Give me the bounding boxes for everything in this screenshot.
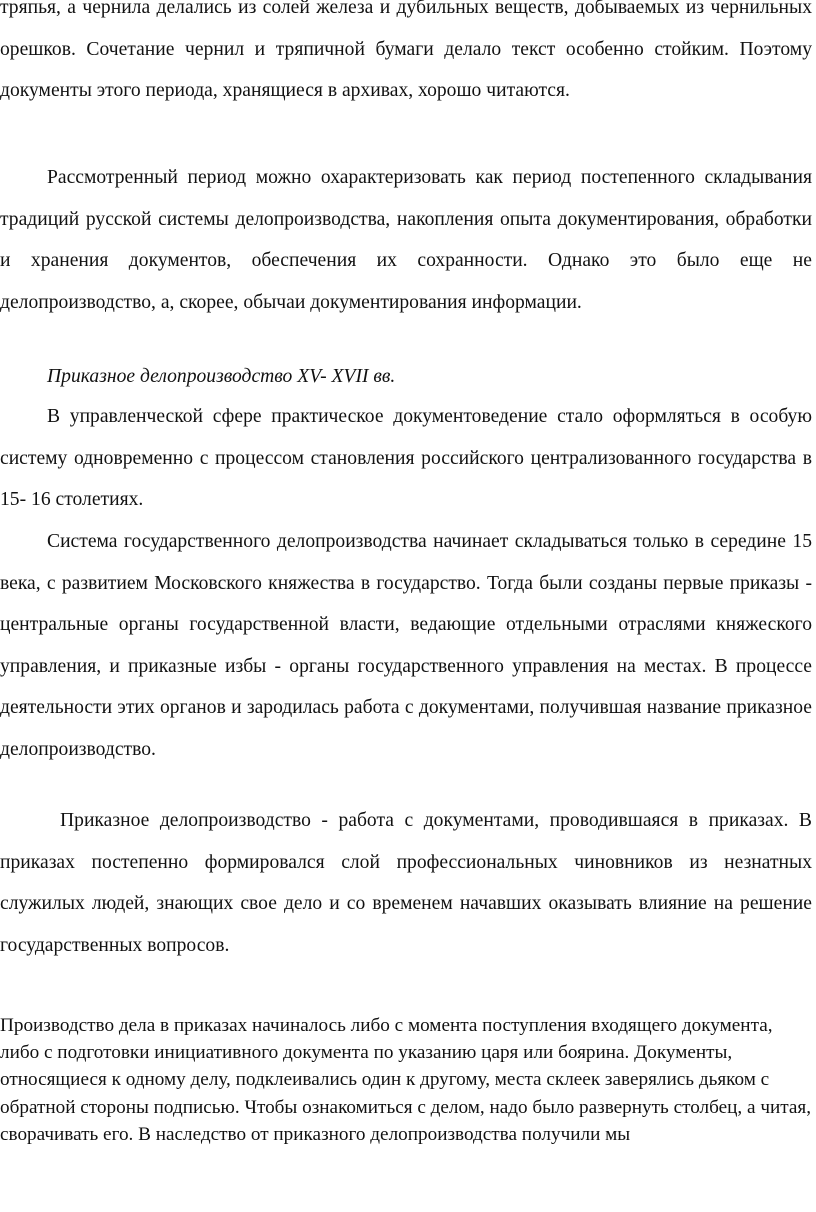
section-heading-prikaz-records: Приказное делопроизводство XV- XVII вв. bbox=[47, 366, 396, 387]
paragraph-management-sphere: В управленческой сфере практическое документоведение стало оформляться в особую систему одновременно с процессом становления российского централизованного государства в 15- 16 столетиях. bbox=[0, 406, 812, 511]
paragraph-ink-and-paper: тряпья, а чернила делались из солей железа и дубильных веществ, добываемых из чернильных орешков. Сочетание чернил и тряпичной бумаги делало текст особенно стойким. Поэтому документы этого периода, хранящиеся в архивах, хорошо читаются. bbox=[0, 0, 812, 102]
paragraph-prikaz-definition: Приказное делопроизводство - работа с документами, проводившаяся в приказах. В приказах постепенно формировался слой профессиональных чиновников из незнатных служилых людей, знающих свое дело и со временем начавших оказывать влияние на решение государственных вопросов. bbox=[0, 810, 812, 956]
paragraph-case-procedure: Производство дела в приказах начиналось либо с момента поступления входящего документа, либо с подготовки инициативного документа по указанию царя или боярина. Документы, относящиеся к одному делу, подклеивались один к другому, места склеек заверялись дьяком с обратной стороны подписью. Чтобы ознакомиться с делом, надо было развернуть столбец, а читая, сворачивать его. В наследство от приказного делопроизводства получили мы bbox=[0, 1015, 812, 1145]
paragraph-period-summary: Рассмотренный период можно охарактеризовать как период постепенного складывания традиций русской системы делопроизводства, накопления опыта документирования, обработки и хранения документов, обеспечения их сохранности. Однако это было еще не делопроизводство, а, скорее, обычаи документирования информации. bbox=[0, 167, 812, 313]
paragraph-state-records-system: Система государственного делопроизводства начинает складываться только в середине 15 века, с развитием Московского княжества в государство. Тогда были созданы первые приказы - центральные органы государственной власти, ведающие отдельными отраслями княжеского управления, и приказные избы - органы государственного управления на местах. В процессе деятельности этих органов и зародилась работа с документами, получившая название приказное делопроизводство. bbox=[0, 531, 812, 760]
